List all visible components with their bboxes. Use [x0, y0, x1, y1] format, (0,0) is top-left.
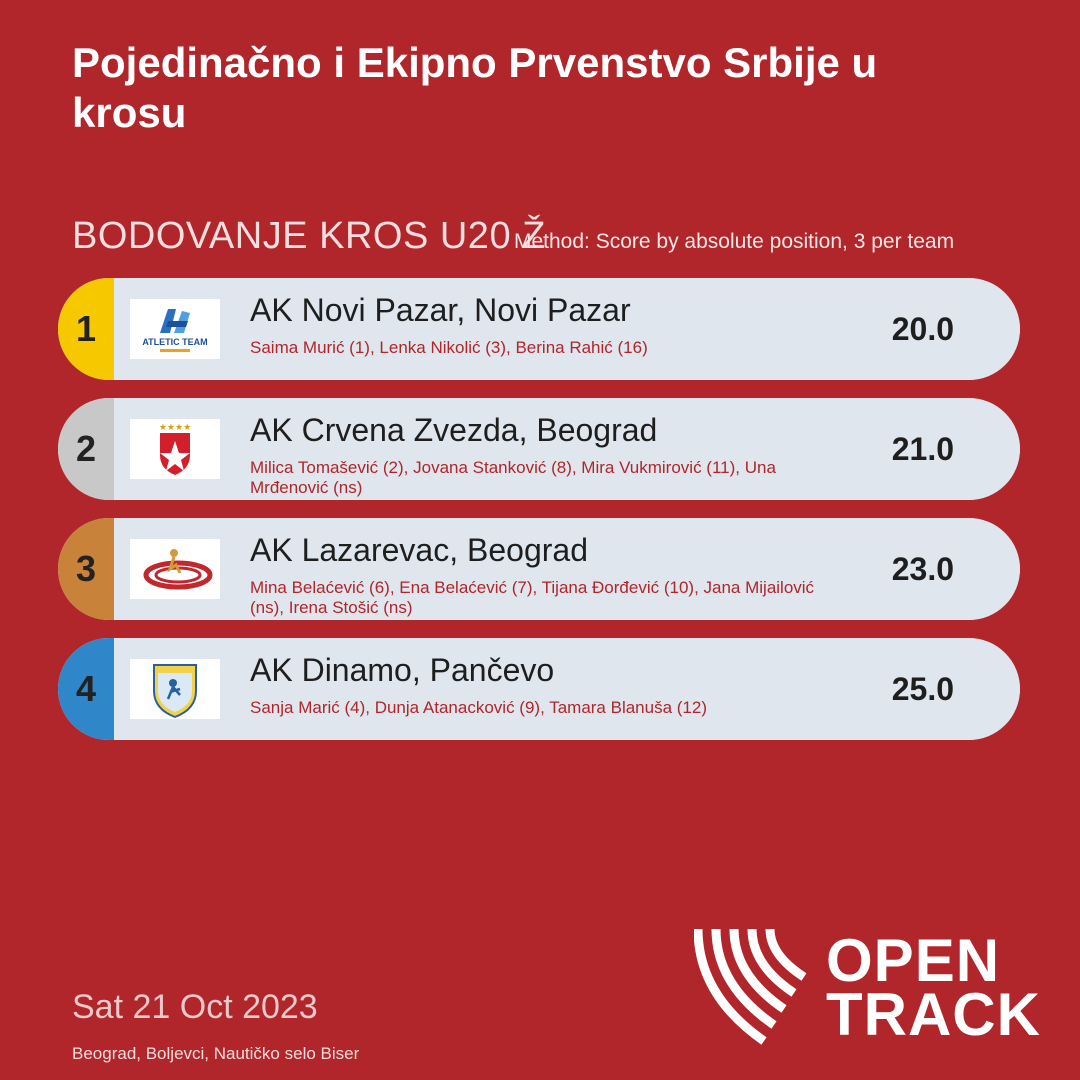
crvena-zvezda-logo [130, 419, 220, 479]
team-score: 23.0 [891, 550, 954, 587]
brand-word-track: TRACK [826, 981, 1041, 1048]
page-title: Pojedinačno i Ekipno Prvenstvo Srbije u krosu [72, 39, 878, 136]
team-name: AK Lazarevac, Beograd [250, 532, 588, 568]
team-name: AK Crvena Zvezda, Beograd [250, 412, 658, 448]
team-row[interactable] [58, 518, 1020, 620]
section-subtitle: BODOVANJE KROS U20 Ž [72, 215, 546, 257]
scoring-method: Method: Score by absolute position, 3 per team [514, 230, 955, 253]
team-name: AK Novi Pazar, Novi Pazar [250, 292, 631, 328]
team-members: Sanja Marić (4), Dunja Atanacković (9), Tamara Blanuša (12) [250, 698, 707, 717]
dinamo-logo [130, 659, 220, 719]
opentrack-logo[interactable] [694, 925, 1046, 1048]
team-score: 21.0 [891, 430, 954, 467]
rank-badge: 2 [58, 398, 114, 500]
team-row[interactable] [58, 638, 1020, 740]
track-lanes-icon [694, 925, 824, 1045]
rank-badge: 3 [58, 518, 114, 620]
atletic-team-logo [130, 299, 220, 359]
team-score: 20.0 [891, 310, 954, 347]
team-row[interactable] [58, 278, 1020, 380]
team-name: AK Dinamo, Pančevo [250, 652, 555, 688]
rank-badge: 1 [58, 278, 114, 380]
svg-text:ATLETIC TEAM: ATLETIC TEAM [142, 337, 208, 347]
event-venue: Beograd, Boljevci, Nautičko selo Biser [72, 1044, 360, 1063]
rank-badge: 4 [58, 638, 114, 740]
team-members: Milica Tomašević (2), Jovana Stanković (8), Mira Vukmirović (11), Una Mrđenović (ns) [250, 458, 776, 497]
lazarevac-logo [130, 539, 220, 599]
event-date: Sat 21 Oct 2023 [72, 988, 318, 1026]
team-members: Saima Murić (1), Lenka Nikolić (3), Berina Rahić (16) [250, 338, 648, 357]
team-score: 25.0 [891, 670, 954, 707]
team-row[interactable] [58, 398, 1020, 500]
svg-text:★★★★: ★★★★ [158, 423, 192, 433]
brand-word-open: OPEN [826, 927, 1001, 994]
team-members: Mina Belaćević (6), Ena Belaćević (7), Tijana Đorđević (10), Jana Mijailović (ns), Irena Stošić (ns) [250, 578, 815, 617]
